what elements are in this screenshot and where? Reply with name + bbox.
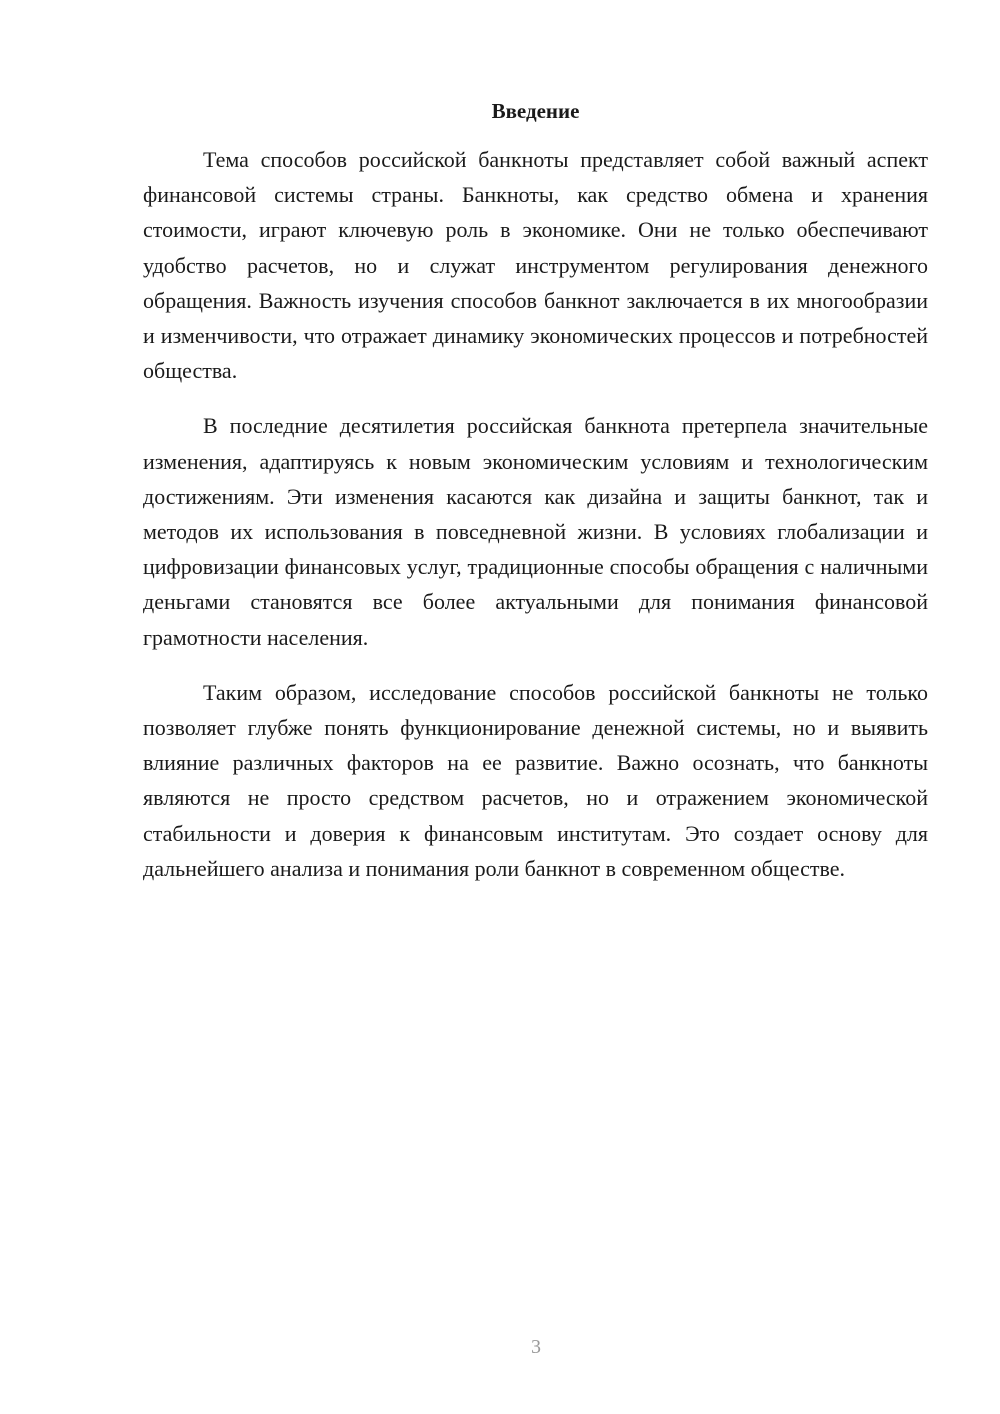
page-number: 3 xyxy=(531,1336,541,1358)
paragraph-3: Таким образом, исследование способов российской банкноты не только позволяет глубже понять функционирование денежной системы, но и выявить влияние различных факторов на ее развитие. Важно осознать, что банкноты являются не просто средством расчетов, но и отражением экономической стабильности и доверия к финансовым институтам. Это создает основу для дальнейшего анализа и понимания роли банкнот в современном обществе. xyxy=(143,679,928,881)
body-text xyxy=(143,142,928,886)
paragraph-2: В последние десятилетия российская банкнота претерпела значительные изменения, адаптируясь к новым экономическим условиям и технологическим достижениям. Эти изменения касаются как дизайна и защиты банкнот, так и методов их использования в повседневной жизни. В условиях глобализации и цифровизации финансовых услуг, традиционные способы обращения с наличными деньгами становятся все более актуальными для понимания финансовой грамотности населения. xyxy=(143,413,928,650)
section-heading: Введение xyxy=(491,99,580,123)
paragraph-1: Тема способов российской банкноты представляет собой важный аспект финансовой системы страны. Банкноты, как средство обмена и хранения стоимости, играют ключевую роль в экономике. Они не только обеспечивают удобство расчетов, но и служат инструментом регулирования денежного обращения. Важность изучения способов банкнот заключается в их многообразии и изменчивости, что отражает динамику экономических процессов и потребностей общества. xyxy=(143,147,928,384)
